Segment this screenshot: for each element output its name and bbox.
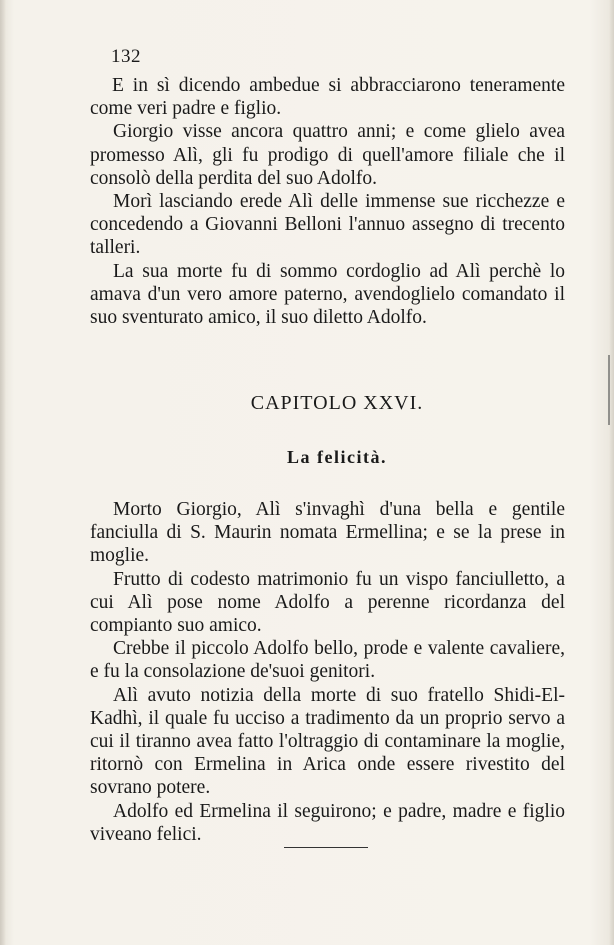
page-number: 132: [111, 46, 141, 67]
paragraph: Adolfo ed Ermelina il seguirono; e padre, madre e figlio viveano felici.: [90, 800, 565, 845]
chapter-title: CAPITOLO XXVI.: [250, 392, 424, 414]
page-left-edge: [0, 0, 6, 945]
chapter-end-rule: [284, 847, 368, 848]
paragraph: E in sì dicendo ambedue si abbracciarono teneramente come veri padre e figlio.: [90, 75, 565, 120]
paragraph: La sua morte fu di sommo cordoglio ad Alì perchè lo amava d'un vero amore paterno, avendoglielo comandato il suo sventurato amico, il suo diletto Adolfo.: [90, 260, 565, 329]
page-right-edge: [609, 0, 614, 945]
paragraph: Alì avuto notizia della morte di suo fratello Shidi-El-Kadhì, il quale fu ucciso a tradimento da un proprio servo a cui il tiranno avea fatto l'oltraggio di contaminare la moglie, ritornò con Ermelina in Arica onde essere rivestito del sovrano potere.: [90, 684, 565, 799]
paragraph: Crebbe il piccolo Adolfo bello, prode e valente cavaliere, e fu la consolazione de'suoi genitori.: [90, 638, 565, 683]
paragraph: Frutto di codesto matrimonio fu un vispo fanciulletto, a cui Alì pose nome Adolfo a perenne ricordanza del compianto suo amico.: [90, 568, 565, 637]
bottom-text-block: [90, 498, 565, 846]
chapter-subtitle: La felicità.: [287, 447, 387, 467]
paragraph: Morì lasciando erede Alì delle immense sue ricchezze e concedendo a Giovanni Belloni l'annuo assegno di trecento talleri.: [90, 191, 565, 259]
paragraph: Morto Giorgio, Alì s'invaghì d'una bella e gentile fanciulla di S. Maurin nomata Ermellina; e se la prese in moglie.: [90, 499, 565, 567]
paragraph: Giorgio visse ancora quattro anni; e come glielo avea promesso Alì, gli fu prodigo di quell'amore filiale che il consolò della perdita del suo Adolfo.: [90, 121, 565, 189]
top-text-block: [90, 74, 565, 329]
